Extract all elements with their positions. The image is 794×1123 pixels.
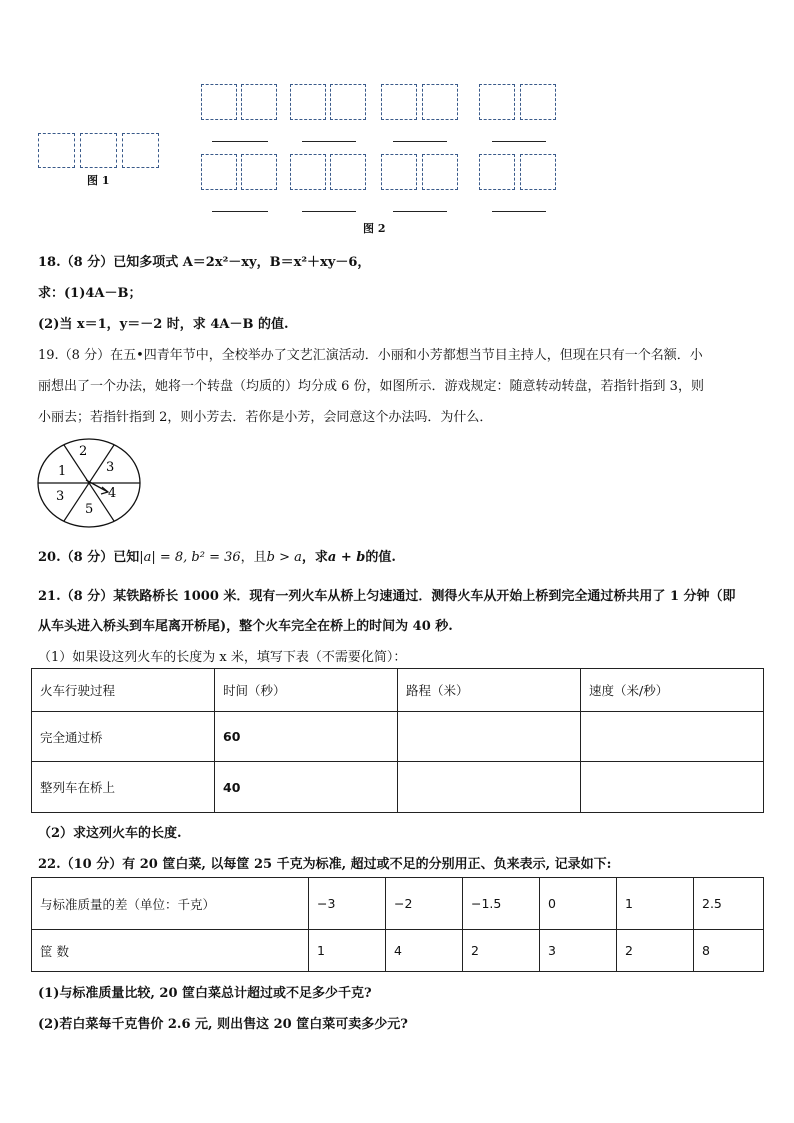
table-cell: 筐 数 — [32, 930, 309, 972]
answer-line — [212, 211, 268, 212]
q18-line1: 18.（8 分）已知多项式 A＝2x²－xy，B＝x²＋xy－6， — [38, 255, 371, 270]
q20-prefix: 20.（8 分）已知 — [38, 550, 140, 565]
table-header-row — [32, 669, 764, 712]
figure1-box-3 — [122, 133, 159, 168]
q21-table — [31, 668, 764, 813]
table-header: 速度（米/秒） — [581, 669, 764, 712]
table-header: 火车行驶过程 — [32, 669, 215, 712]
figure2-box — [241, 84, 277, 120]
figure2-box — [422, 84, 458, 120]
table-cell: 整列车在桥上 — [32, 762, 215, 813]
answer-line — [302, 211, 356, 212]
answer-line — [393, 141, 447, 142]
q19-line3: 小丽去；若指针指到 2，则小芳去．若你是小芳，会同意这个办法吗．为什么． — [38, 410, 493, 425]
q20-mid: ，且 — [240, 550, 267, 565]
table-cell: 2 — [617, 930, 694, 972]
table-header: 路程（米） — [398, 669, 581, 712]
q20 — [38, 546, 396, 565]
figure2-box — [479, 84, 515, 120]
figure2-box — [330, 84, 366, 120]
table-cell — [581, 712, 764, 762]
wheel-label-1: 1 — [58, 464, 67, 479]
q22-part2: (2)若白菜每千克售价 2.6 元, 则出售这 20 筐白菜可卖多少元? — [38, 1017, 408, 1032]
wheel-label-5: 5 — [85, 502, 94, 517]
figure2-box — [290, 84, 326, 120]
table-cell — [398, 762, 581, 813]
table-row — [32, 878, 764, 930]
figure2-box — [422, 154, 458, 190]
table-cell: 3 — [540, 930, 617, 972]
q22-line1: 22.（10 分）有 20 筐白菜, 以每筐 25 千克为标准, 超过或不足的分别用正、负来表示, 记录如下: — [38, 857, 612, 872]
answer-line — [492, 141, 546, 142]
q22-table — [31, 877, 764, 972]
figure1-caption: 图 1 — [87, 174, 110, 187]
figure2-box — [330, 154, 366, 190]
table-cell: 与标准质量的差（单位：千克） — [32, 878, 309, 930]
q18-line3: (2)当 x＝1，y＝－2 时，求 4A－B 的值. — [38, 317, 289, 332]
q19-line2: 丽想出了一个办法，她将一个转盘（均质的）均分成 6 份，如图所示．游戏规定：随意转动转盘，若指针指到 3，则 — [38, 379, 704, 394]
figure2-box — [290, 154, 326, 190]
q21-part2: （2）求这列火车的长度. — [38, 826, 182, 841]
table-cell: 2.5 — [694, 878, 764, 930]
answer-line — [212, 141, 268, 142]
spinner-wheel — [36, 437, 142, 529]
q20-expr: a + b — [327, 550, 366, 565]
figure2-box — [520, 154, 556, 190]
table-cell: 0 — [540, 878, 617, 930]
table-cell: 1 — [617, 878, 694, 930]
table-cell: 2 — [463, 930, 540, 972]
figure1-box-2 — [80, 133, 117, 168]
figure2-box — [201, 84, 237, 120]
q20-mid2: ，求 — [301, 550, 328, 565]
figure2-box — [241, 154, 277, 190]
answer-line — [302, 141, 356, 142]
figure2-box — [479, 154, 515, 190]
figure2-box — [381, 84, 417, 120]
q20-math: |a| = 8, b² = 36 — [139, 550, 241, 565]
q21-part1: （1）如果设这列火车的长度为 x 米，填写下表（不需要化简）： — [38, 650, 407, 665]
q20-cond: b > a — [266, 550, 302, 565]
table-cell: −1.5 — [463, 878, 540, 930]
figure2-box — [381, 154, 417, 190]
q18-line2: 求：(1)4A－B； — [38, 286, 142, 301]
wheel-label-3: 3 — [106, 460, 115, 475]
q22-part1: (1)与标准质量比较, 20 筐白菜总计超过或不足多少千克? — [38, 986, 372, 1001]
table-cell: −3 — [309, 878, 386, 930]
wheel-label-2: 2 — [79, 444, 88, 459]
table-cell — [398, 712, 581, 762]
table-cell: 8 — [694, 930, 764, 972]
q21-line2: 从车头进入桥头到车尾离开桥尾)，整个火车完全在桥上的时间为 40 秒. — [38, 619, 453, 634]
wheel-label-3b: 3 — [56, 489, 65, 504]
answer-line — [492, 211, 546, 212]
wheel-label-4: 4 — [108, 486, 117, 501]
table-cell: 完全通过桥 — [32, 712, 215, 762]
answer-line — [393, 211, 447, 212]
q21-line1: 21.（8 分）某铁路桥长 1000 米．现有一列火车从桥上匀速通过．测得火车从开始上桥到完全通过桥共用了 1 分钟（即 — [38, 589, 736, 604]
table-cell: 40 — [215, 762, 398, 813]
figure2-box — [201, 154, 237, 190]
table-row — [32, 712, 764, 762]
table-cell: 60 — [215, 712, 398, 762]
q19-line1: 19.（8 分）在五•四青年节中，全校举办了文艺汇演活动．小丽和小芳都想当节目主持人，但现在只有一个名额．小 — [38, 348, 703, 363]
table-cell — [581, 762, 764, 813]
table-cell: 1 — [309, 930, 386, 972]
table-row — [32, 930, 764, 972]
figure2-box — [520, 84, 556, 120]
table-cell: 4 — [386, 930, 463, 972]
q20-suffix: 的值. — [365, 550, 396, 565]
figure1-box-1 — [38, 133, 75, 168]
table-cell: −2 — [386, 878, 463, 930]
table-header: 时间（秒） — [215, 669, 398, 712]
table-row — [32, 762, 764, 813]
figure2-caption: 图 2 — [363, 222, 386, 235]
